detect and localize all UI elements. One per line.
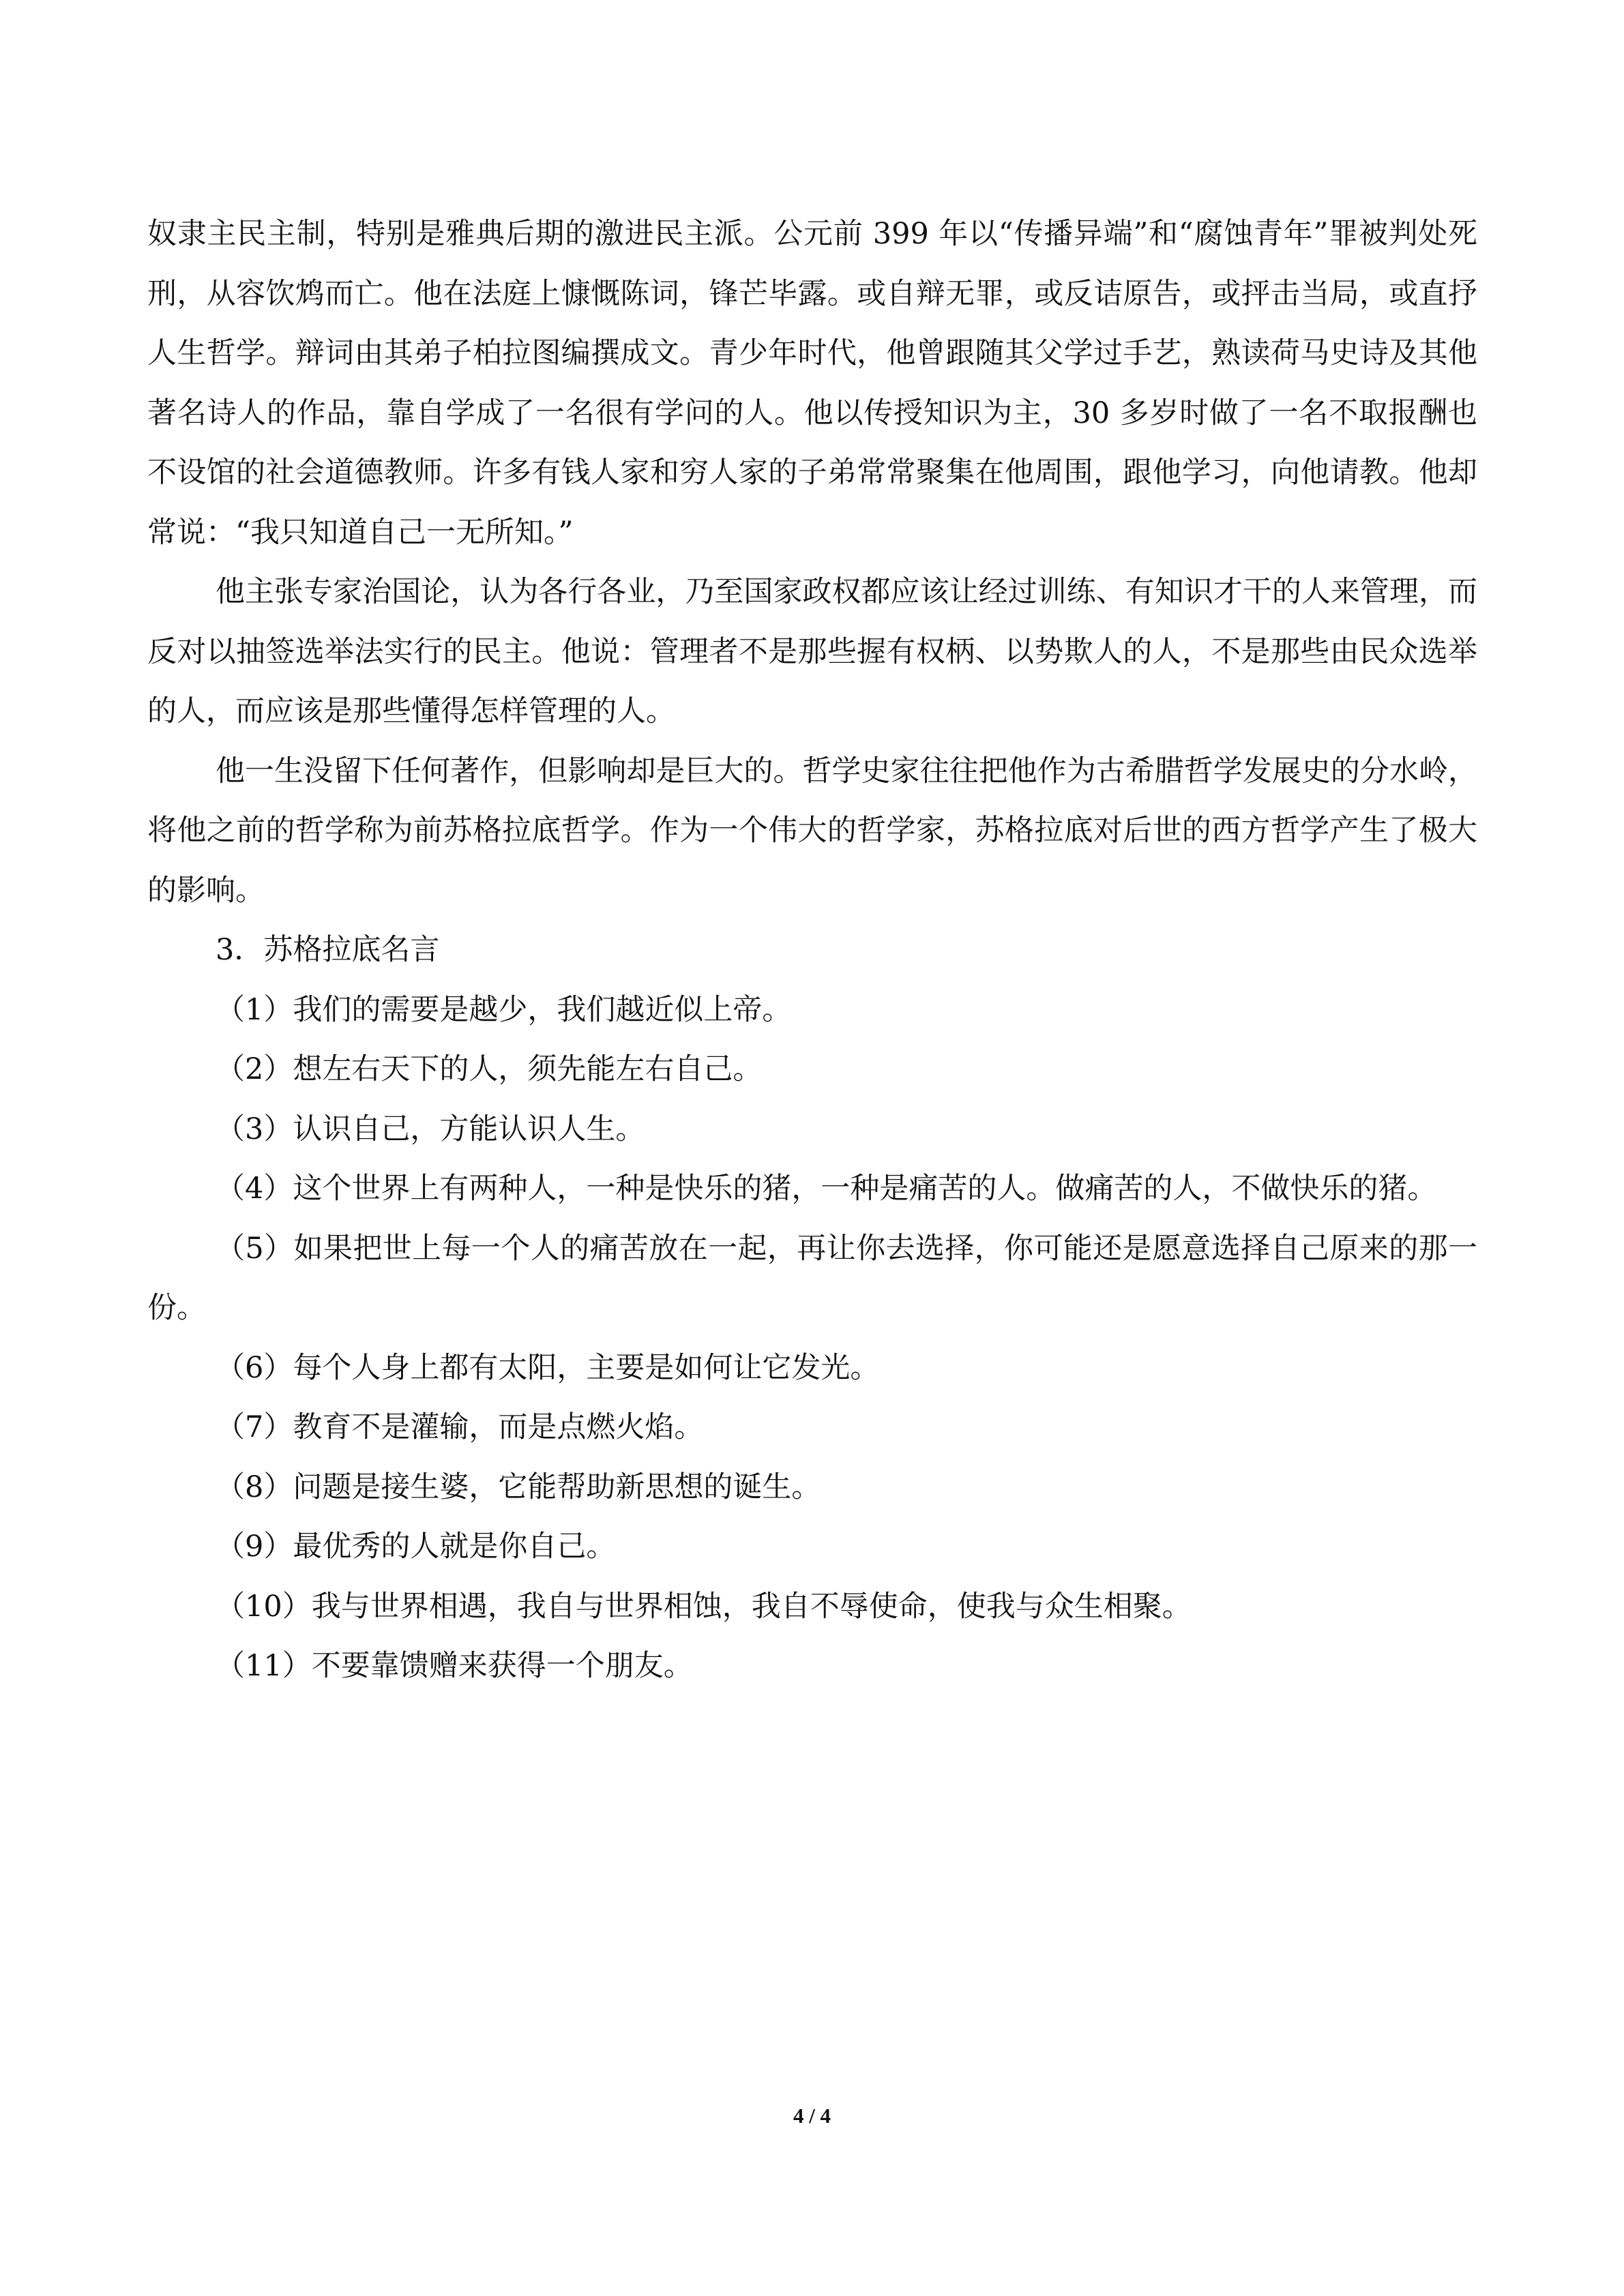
quote-item: （8）问题是接生婆，它能帮助新思想的诞生。	[216, 1470, 821, 1504]
quote-item: （5）如果把世上每一个人的痛苦放在一起，再让你去选择，你可能还是愿意选择自己原来的那一份。	[147, 1231, 1477, 1325]
quote-item: （10）我与世界相遇，我自与世界相蚀，我自不辱使命，使我与众生相聚。	[216, 1589, 1192, 1624]
page-number: 4 / 4	[793, 2104, 831, 2128]
quote-item: （6）每个人身上都有太阳，主要是如何让它发光。	[216, 1350, 880, 1385]
quote-item: （9）最优秀的人就是你自己。	[216, 1530, 616, 1564]
document-body	[147, 205, 1477, 1697]
paragraph-socrates-biography: 奴隶主民主制，特别是雅典后期的激进民主派。公元前 399 年以“传播异端”和“腐蚀青年”罪被判处死刑，从容饮鸩而亡。他在法庭上慷慨陈词，锋芒毕露。或自辩无罪，或反诘原告，或抨击当局，或直抒人生哲学。辩词由其弟子柏拉图编撰成文。青少年时代，他曾跟随其父学过手艺，熟读荷马史诗及其他著名诗人的作品，靠自学成了一名很有学问的人。他以传授知识为主，30 多岁时做了一名不取报酬也不设馆的社会道德教师。许多有钱人家和穷人家的子弟常常聚集在他周围，跟他学习，向他请教。他却常说：“我只知道自己一无所知。”	[147, 217, 1477, 550]
section-heading-quotes: 3．苏格拉底名言	[216, 933, 440, 967]
quote-item: （2）想左右天下的人，须先能左右自己。	[216, 1052, 763, 1086]
quote-item: （1）我们的需要是越少，我们越近似上帝。	[216, 992, 792, 1027]
quote-item: （11）不要靠馈赠来获得一个朋友。	[216, 1649, 693, 1683]
paragraph-expert-governance: 他主张专家治国论，认为各行各业，乃至国家政权都应该让经过训练、有知识才干的人来管理，而反对以抽签选举法实行的民主。他说：管理者不是那些握有权柄、以势欺人的人，不是那些由民众选举的人，而应该是那些懂得怎样管理的人。	[147, 575, 1477, 728]
quote-item: （4）这个世界上有两种人，一种是快乐的猪，一种是痛苦的人。做痛苦的人，不做快乐的猪。	[216, 1172, 1437, 1206]
paragraph-influence: 他一生没留下任何著作，但影响却是巨大的。哲学史家往往把他作为古希腊哲学发展史的分水岭，将他之前的哲学称为前苏格拉底哲学。作为一个伟大的哲学家，苏格拉底对后世的西方哲学产生了极大的影响。	[147, 754, 1477, 908]
quote-item: （3）认识自己，方能认识人生。	[216, 1112, 645, 1146]
quote-item: （7）教育不是灌输，而是点燃火焰。	[216, 1410, 704, 1444]
